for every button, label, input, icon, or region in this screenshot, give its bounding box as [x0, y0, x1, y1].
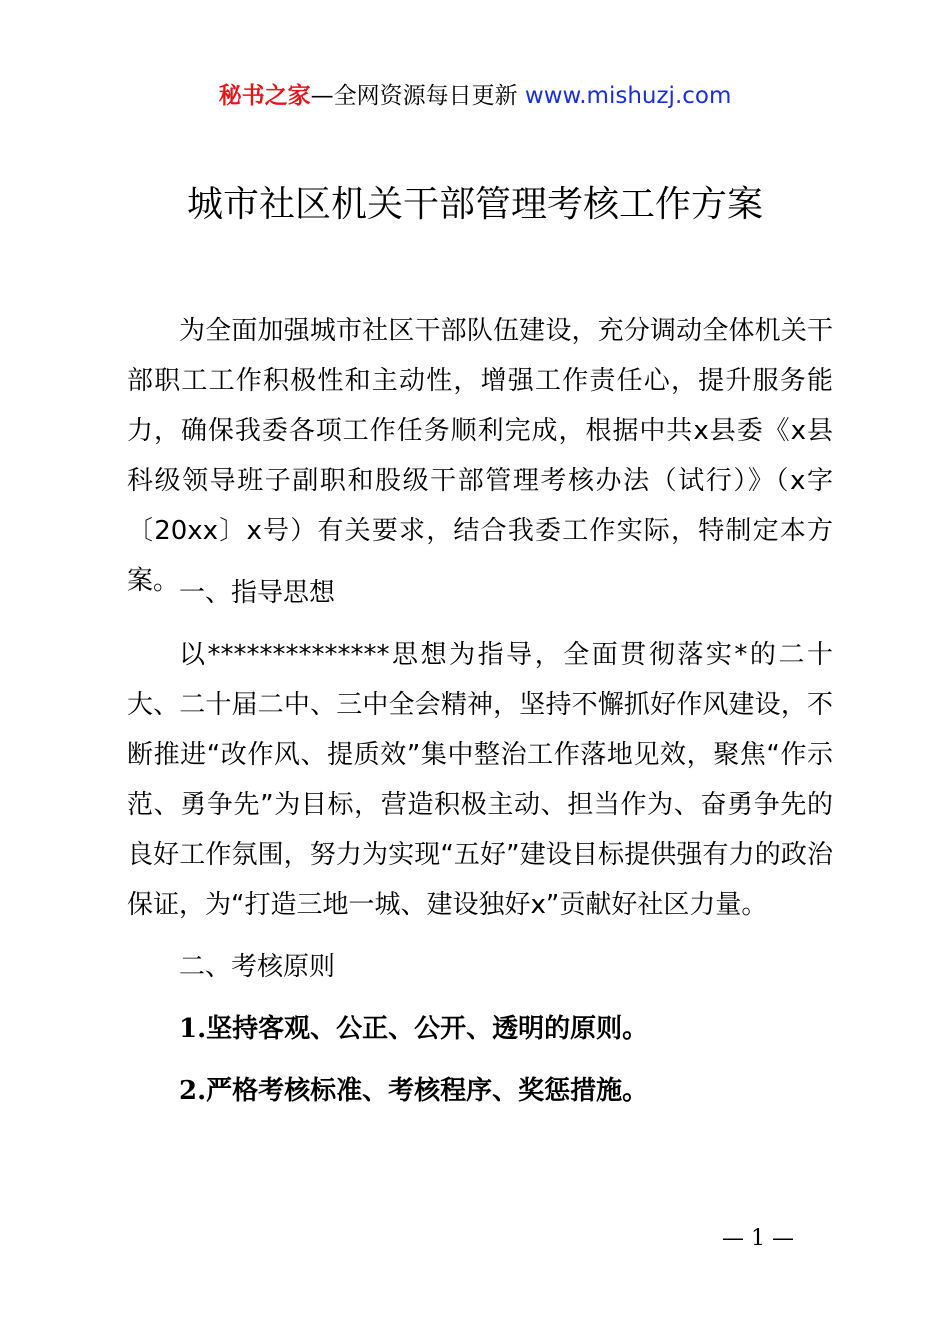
brand-name: 秘书之家 — [218, 83, 311, 109]
section-heading-guiding-ideology: 一、指导思想 — [179, 578, 336, 608]
guiding-ideology-paragraph: 以**************思想为指导，全面贯彻落实*的二十大、二十届二中、三中全会精神，坚持不懈抓好作风建设，不断推进“改作风、提质效”集中整治工作落地见效，聚焦“作示范、勇争先”为目标，营造积极主动、担当作为、奋勇争先的良好工作氛围，努力为实现“五好”建设目标提供强有力的政治保证，为“打造三地一城、建设独好x”贡献好社区力量。 — [127, 640, 833, 920]
site-header — [0, 80, 950, 112]
header-slogan: —全网资源每日更新 — [310, 83, 525, 109]
document-title: 城市社区机关干部管理考核工作方案 — [186, 184, 763, 225]
principle-item-1: 1.坚持客观、公正、公开、透明的原则。 — [179, 1014, 649, 1044]
page-number: — 1 — — [722, 1226, 794, 1251]
intro-paragraph: 为全面加强城市社区干部队伍建设，充分调动全体机关干部职工工作积极性和主动性，增强工作责任心，提升服务能力，确保我委各项工作任务顺利完成，根据中共x县委《x县科级领导班子副职和股级干部管理考核办法（试行）》（x字〔20xx〕x号）有关要求，结合我委工作实际，特制定本方案。 — [127, 316, 833, 596]
site-url[interactable]: www.mishuzj.com — [524, 83, 732, 109]
principle-item-2: 2.严格考核标准、考核程序、奖惩措施。 — [179, 1076, 649, 1106]
section-heading-assessment-principles: 二、考核原则 — [179, 952, 336, 982]
